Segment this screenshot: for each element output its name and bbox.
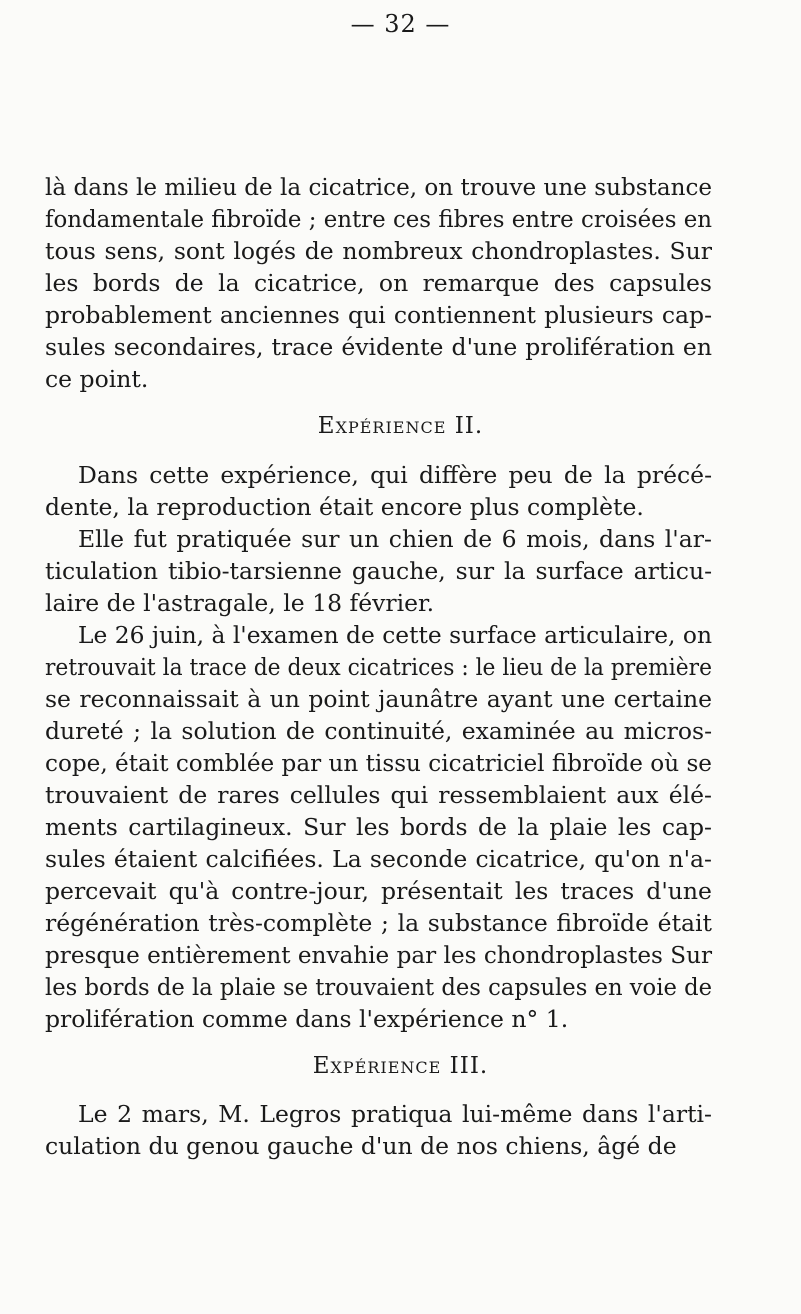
text-line: régénération très-complète ; la substance fibroïde était — [45, 909, 712, 937]
text-line: probablement anciennes qui contiennent plusieurs cap- — [45, 301, 713, 329]
text-line: Dans cette expérience, qui diffère peu de la précé- — [78, 461, 713, 489]
text-line: dureté ; la solution de continuité, examinée au micros- — [45, 717, 713, 745]
text-line: cope, était comblée par un tissu cicatriciel fibroïde où se — [45, 749, 713, 777]
text-line: les bords de la plaie se trouvaient des capsules en voie de — [45, 973, 712, 1001]
section-heading: Expérience III. — [312, 1053, 489, 1079]
text-line: ments cartilagineux. Sur les bords de la plaie les cap- — [45, 813, 712, 841]
text-line: trouvaient de rares cellules qui ressemblaient aux élé- — [45, 781, 712, 809]
section-heading: Expérience II. — [317, 413, 484, 439]
text-line: prolifération comme dans l'expérience n° 1. — [45, 1005, 569, 1033]
text-line: tous sens, sont logés de nombreux chondroplastes. Sur — [45, 237, 712, 265]
text-line: laire de l'astragale, le 18 février. — [45, 589, 435, 617]
text-line: culation du genou gauche d'un de nos chiens, âgé de — [45, 1132, 677, 1160]
text-line: Le 2 mars, M. Legros pratiqua lui-même dans l'arti- — [78, 1100, 712, 1128]
text-line: ce point. — [45, 365, 149, 393]
text-line: sules étaient calcifiées. La seconde cicatrice, qu'on n'a- — [45, 845, 712, 873]
text-line: Le 26 juin, à l'examen de cette surface articulaire, on — [78, 621, 712, 649]
text-line: fondamentale fibroïde ; entre ces fibres entre croisées en — [45, 205, 713, 233]
text-line: retrouvait la trace de deux cicatrices : le lieu de la première — [45, 653, 712, 681]
text-line: ticulation tibio-tarsienne gauche, sur la surface articu- — [45, 557, 713, 585]
text-line: là dans le milieu de la cicatrice, on trouve une substance — [45, 173, 713, 201]
text-line: dente, la reproduction était encore plus complète. — [45, 493, 644, 521]
page-number: — 32 — — [350, 10, 451, 38]
text-line: percevait qu'à contre-jour, présentait les traces d'une — [45, 877, 712, 905]
text-line: sules secondaires, trace évidente d'une prolifération en — [45, 333, 712, 361]
text-line: les bords de la cicatrice, on remarque des capsules — [45, 269, 712, 297]
text-line: Elle fut pratiquée sur un chien de 6 mois, dans l'ar- — [78, 525, 712, 553]
text-line: se reconnaissait à un point jaunâtre ayant une certaine — [45, 685, 712, 713]
text-line: presque entièrement envahie par les chondroplastes Sur — [45, 941, 713, 969]
